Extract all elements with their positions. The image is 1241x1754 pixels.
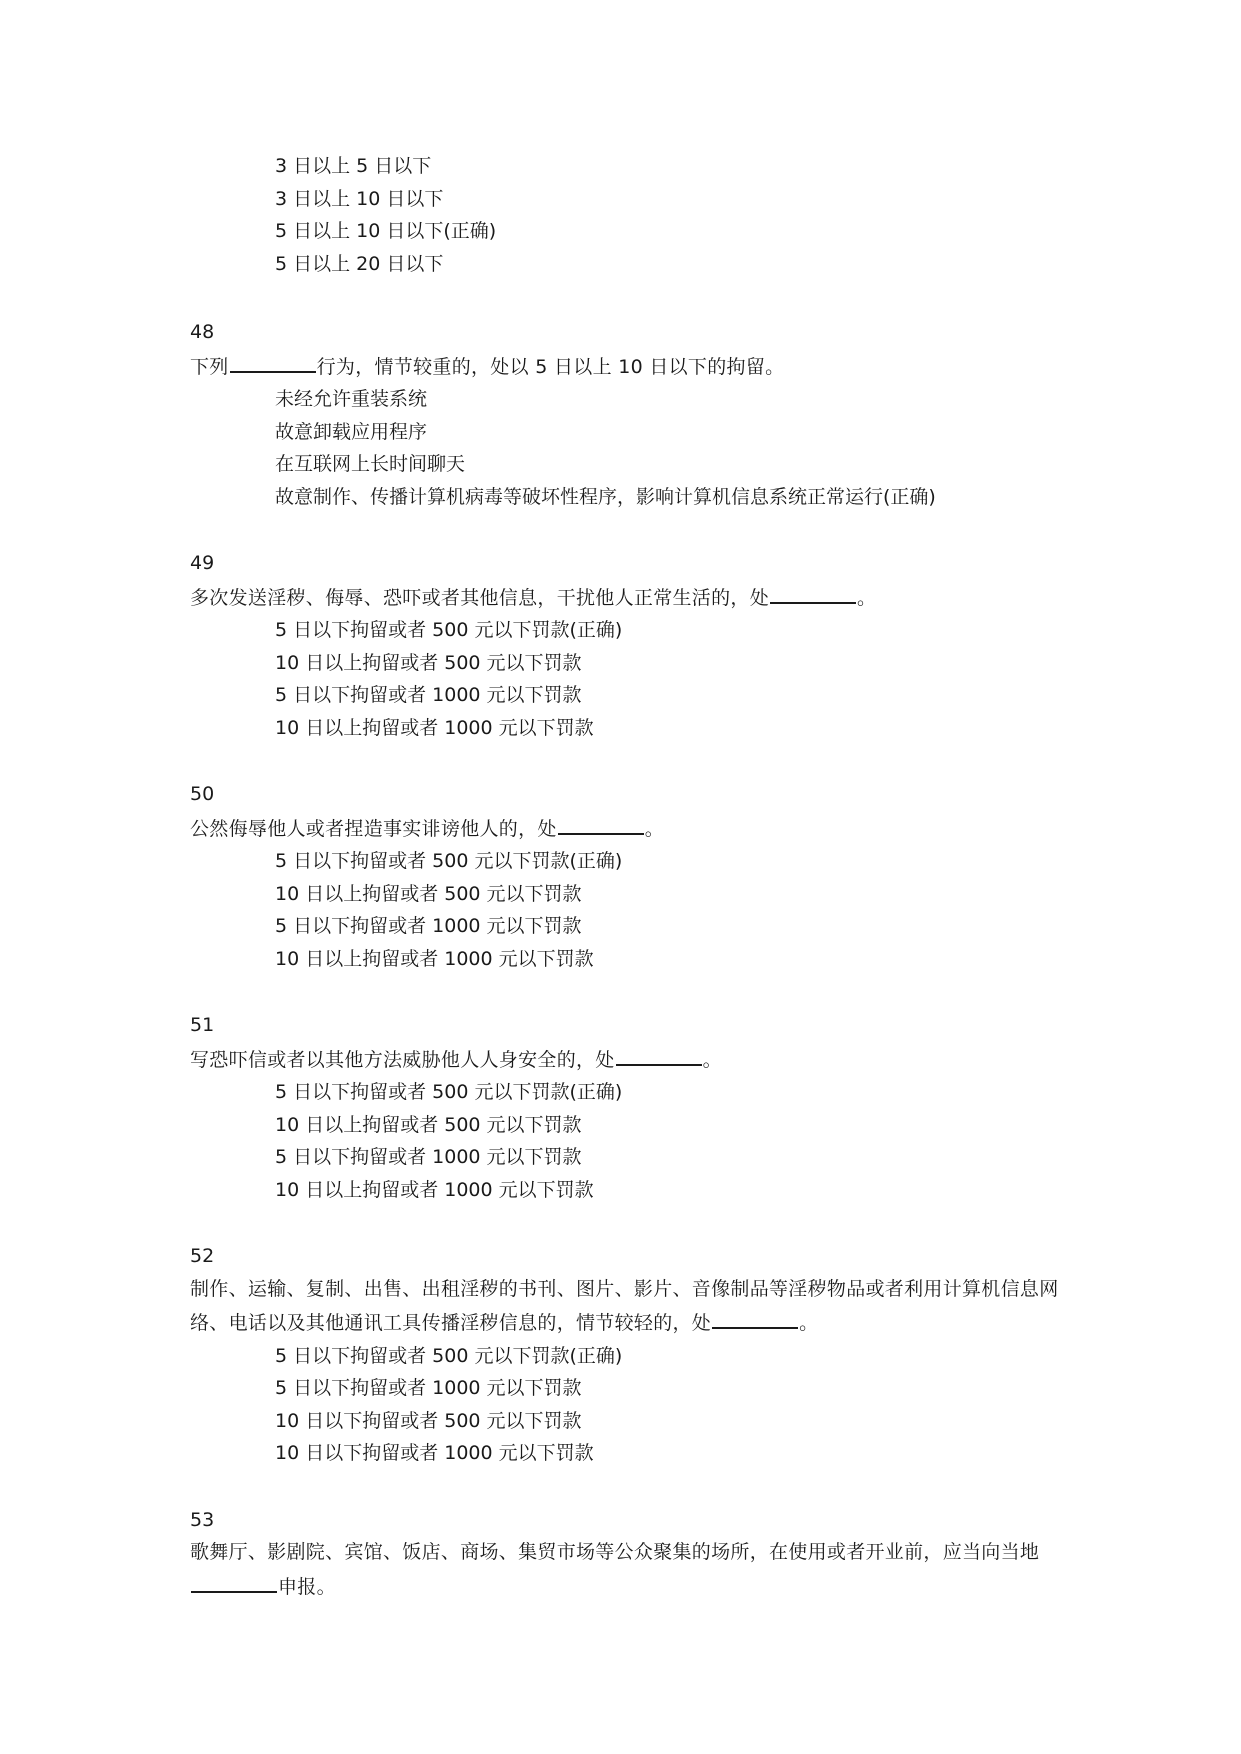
option-item: 5 日以下拘留或者 1000 元以下罚款 xyxy=(275,915,582,937)
answer-blank xyxy=(558,811,644,835)
option-item: 10 日以上拘留或者 500 元以下罚款 xyxy=(275,651,582,674)
answer-blank xyxy=(712,1305,798,1329)
question-text-before: 公然侮辱他人或者捏造事实诽谤他人的，处 xyxy=(190,817,557,840)
option-item: 未经允许重装系统 xyxy=(275,388,428,410)
question-text-after: 。 xyxy=(857,586,877,609)
question-text-after: 申报。 xyxy=(278,1575,336,1598)
question-text-after: 。 xyxy=(644,817,665,840)
option-item: 3 日以上 10 日以下 xyxy=(275,187,444,210)
answer-blank xyxy=(191,1569,277,1593)
option-item: 5 日以上 20 日以下 xyxy=(275,252,444,275)
question-49 xyxy=(190,547,1070,744)
answer-blank xyxy=(770,580,856,604)
option-item: 5 日以下拘留或者 1000 元以下罚款 xyxy=(275,1146,582,1168)
option-item: 3 日以上 5 日以下 xyxy=(275,155,432,177)
option-list xyxy=(275,1340,1070,1470)
option-item: 5 日以下拘留或者 500 元以下罚款(正确) xyxy=(275,850,623,872)
question-text-after: 行为，情节较重的，处以 5 日以上 10 日以下的拘留。 xyxy=(316,355,785,378)
option-list xyxy=(275,383,1070,513)
question-list xyxy=(190,316,1070,1637)
question-text xyxy=(190,1042,1070,1077)
option-item: 10 日以上拘留或者 1000 元以下罚款 xyxy=(275,716,594,739)
question-number: 53 xyxy=(190,1508,215,1531)
question-text-after: 。 xyxy=(702,1048,722,1071)
option-item: 5 日以下拘留或者 500 元以下罚款(正确) xyxy=(275,619,623,641)
question-text xyxy=(190,811,1070,846)
option-item: 5 日以下拘留或者 500 元以下罚款(正确) xyxy=(275,1344,623,1367)
option-item: 10 日以下拘留或者 1000 元以下罚款 xyxy=(275,1442,594,1464)
option-list xyxy=(275,845,1070,975)
question-text-before: 多次发送淫秽、侮辱、恐吓或者其他信息，干扰他人正常生活的，处 xyxy=(190,586,770,609)
option-item: 10 日以下拘留或者 500 元以下罚款 xyxy=(275,1409,582,1432)
option-item: 10 日以上拘留或者 500 元以下罚款 xyxy=(275,1113,582,1136)
question-text xyxy=(190,580,1070,615)
question-text-before: 歌舞厅、影剧院、宾馆、饭店、商场、集贸市场等公众聚集的场所，在使用或者开业前，应当向当地 xyxy=(190,1541,1040,1563)
question-50 xyxy=(190,778,1070,975)
option-item: 故意卸载应用程序 xyxy=(275,420,428,443)
question-text-before: 制作、运输、复制、出售、出租淫秽的书刊、图片、影片、音像制品等淫秽物品或者利用计算机信息网络、电话以及其他通讯工具传播淫秽信息的，情节较轻的，处 xyxy=(190,1277,1059,1334)
question-text-before: 下列 xyxy=(190,355,229,378)
question-text xyxy=(190,1273,1070,1340)
option-item: 5 日以下拘留或者 500 元以下罚款(正确) xyxy=(275,1081,623,1103)
option-item: 5 日以上 10 日以下(正确) xyxy=(275,220,497,242)
option-item: 10 日以上拘留或者 1000 元以下罚款 xyxy=(275,947,594,970)
question-text-after: 。 xyxy=(799,1312,819,1334)
option-list xyxy=(275,614,1070,744)
question-number: 48 xyxy=(190,321,215,343)
question-51 xyxy=(190,1009,1070,1206)
question-text-before: 写恐吓信或者以其他方法威胁他人人身安全的，处 xyxy=(190,1048,615,1071)
question-text xyxy=(190,349,1070,384)
option-item: 5 日以下拘留或者 1000 元以下罚款 xyxy=(275,1377,582,1399)
answer-blank xyxy=(616,1042,702,1066)
option-item: 5 日以下拘留或者 1000 元以下罚款 xyxy=(275,684,582,706)
option-list xyxy=(275,1076,1070,1206)
question-number: 51 xyxy=(190,1014,215,1036)
question-number: 49 xyxy=(190,552,215,574)
answer-blank xyxy=(230,349,316,373)
question-number: 52 xyxy=(190,1245,215,1267)
question-48 xyxy=(190,316,1070,513)
question-53 xyxy=(190,1504,1070,1604)
option-item: 10 日以上拘留或者 1000 元以下罚款 xyxy=(275,1178,594,1201)
option-item: 10 日以上拘留或者 500 元以下罚款 xyxy=(275,882,582,905)
question-text xyxy=(190,1536,1070,1603)
option-item: 故意制作、传播计算机病毒等破坏性程序，影响计算机信息系统正常运行(正确) xyxy=(275,485,936,508)
continued-options xyxy=(275,150,1175,280)
option-item: 在互联网上长时间聊天 xyxy=(275,453,466,475)
question-52 xyxy=(190,1240,1070,1470)
question-number: 50 xyxy=(190,783,215,805)
